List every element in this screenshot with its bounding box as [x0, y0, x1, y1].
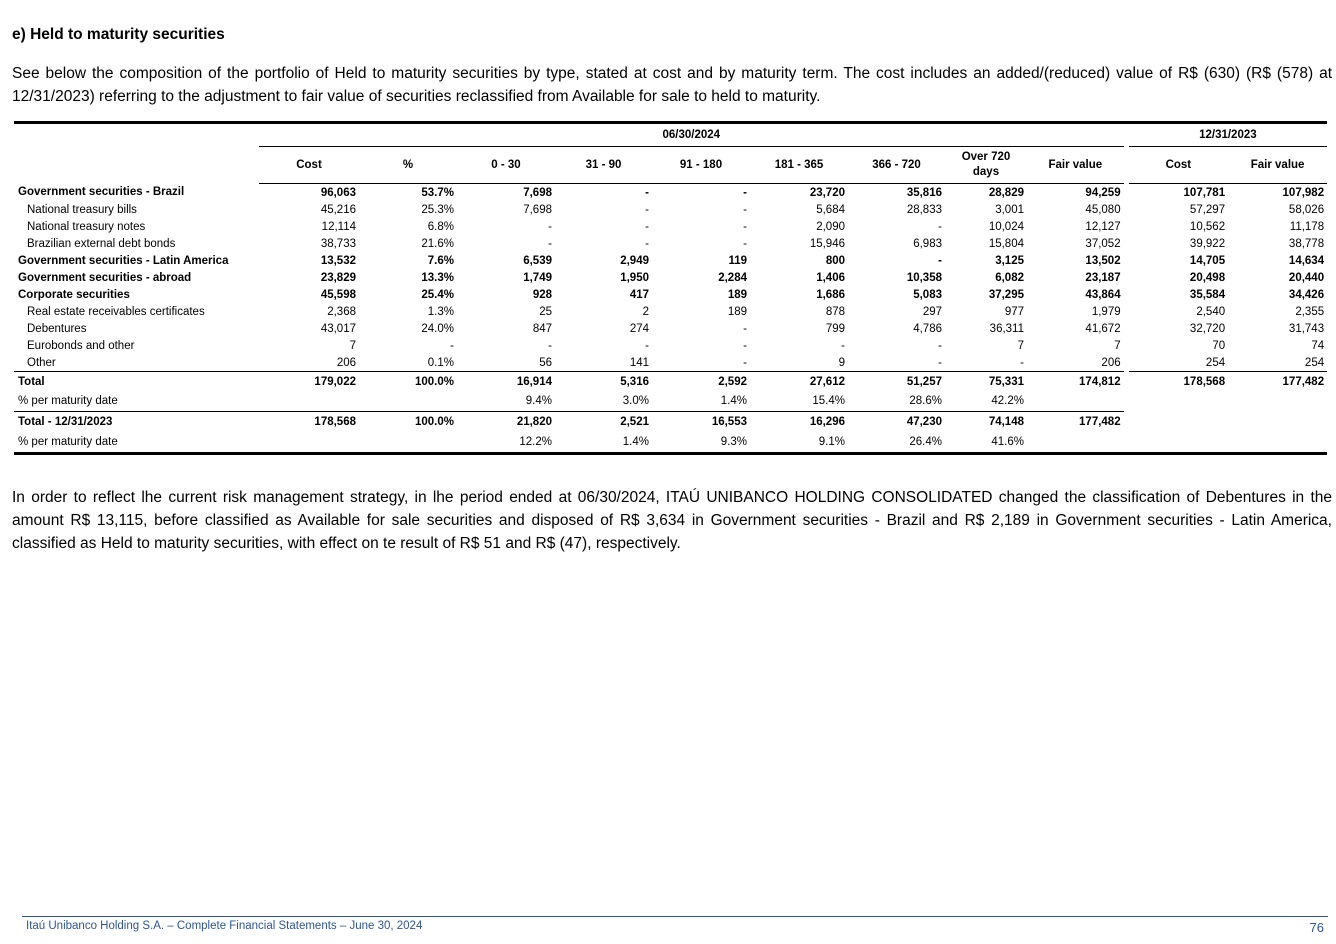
table-cell: -	[743, 220, 747, 233]
table-cell: 5,684	[816, 203, 845, 216]
table-cell: -	[450, 339, 454, 352]
row-label: Other	[27, 356, 56, 369]
table-cell: 2,949	[620, 254, 649, 267]
table-cell: 2,284	[718, 271, 747, 284]
table-cell: 7	[349, 339, 356, 352]
table-cell: 25.4%	[421, 288, 454, 301]
table-cell: 23,720	[809, 186, 845, 199]
table-cell: 57,297	[1126, 201, 1228, 218]
table-cell: 5,316	[555, 372, 652, 392]
table-body	[14, 184, 1327, 453]
table-cell: 179,022	[259, 372, 359, 392]
table-cell: 16,296	[809, 416, 845, 428]
col-91-180: 91 - 180	[652, 147, 750, 184]
row-label: Real estate receivables certificates	[27, 305, 205, 318]
table-cell: -	[743, 356, 747, 369]
table-cell: 74	[1311, 339, 1325, 352]
table-cell: 1.4%	[652, 391, 750, 412]
table-cell: 24.0%	[421, 322, 454, 335]
table-cell: 9.1%	[818, 436, 845, 448]
table-cell: 23,187	[1085, 271, 1121, 284]
table-cell: 11,178	[1289, 220, 1325, 233]
table-cell: 13,532	[320, 254, 356, 267]
table-cell: 12,127	[1085, 220, 1121, 233]
table-row	[14, 354, 1327, 372]
empty-cell	[1027, 391, 1126, 412]
table-cell: 4,786	[913, 322, 942, 335]
table-cell: -	[548, 237, 552, 250]
table-cell: 25.3%	[421, 203, 454, 216]
table-cell: 12,114	[321, 220, 356, 233]
table-cell: 107,781	[1126, 184, 1228, 202]
table-cell: 94,259	[1085, 186, 1121, 199]
table-cell: 174,812	[1027, 372, 1126, 392]
pct-maturity-previous-row	[14, 432, 1327, 452]
table-row	[14, 184, 1327, 202]
table-cell: 42.2%	[945, 391, 1027, 412]
table-cell: 5,083	[913, 288, 942, 301]
row-label: Total - 12/31/2023	[18, 416, 113, 428]
table-cell: 2,592	[652, 372, 750, 392]
footer-text: Itaú Unibanco Holding S.A. – Complete Financial Statements – June 30, 2024	[26, 920, 423, 932]
closing-paragraph: In order to reflect lhe current risk management strategy, in lhe period ended at 06/30/2024, ITAÚ UNIBANCO HOLDING CONSOLIDATED changed the classification of Debentures in the amount R$ 13,115, before classified as Available for sale securities and disposed of R$ 3,634 in Government securities - Brazil and R$ 2,189 in Government securities - Latin America, classified as Held to maturity securities, with effect on te result of R$ 51 and R$ (47), respectively.	[12, 489, 1332, 552]
table-cell: 38,778	[1288, 237, 1325, 250]
table-cell: 45,598	[320, 288, 356, 301]
table-cell: 178,568	[1126, 372, 1228, 392]
table-cell: 13,502	[1085, 254, 1121, 267]
table-cell: 35,816	[906, 186, 942, 199]
table-cell: 1,950	[620, 271, 649, 284]
table-cell: 297	[922, 305, 942, 318]
table-cell: -	[938, 356, 942, 369]
col-over-720-line2: days	[972, 166, 1000, 178]
table-cell: 43,017	[320, 322, 356, 335]
table-cell: -	[645, 220, 649, 233]
table-cell: 20,498	[1126, 269, 1228, 286]
table-cell: 2	[642, 305, 649, 318]
table-cell: 15,804	[988, 237, 1024, 250]
table-cell: 15.4%	[750, 391, 848, 412]
table-cell: -	[743, 322, 747, 335]
table-cell: 9.4%	[457, 391, 555, 412]
table-row	[14, 201, 1327, 218]
table-cell: -	[938, 254, 942, 267]
table-cell: -	[743, 186, 747, 199]
col-over-720-days	[945, 147, 1027, 184]
table-cell: 254	[1304, 356, 1325, 369]
table-cell: 21,820	[516, 416, 552, 428]
table-cell: 847	[532, 322, 552, 335]
table-cell: 45,216	[320, 203, 356, 216]
table-cell: 58,026	[1288, 203, 1325, 216]
table-cell: 37,052	[1085, 237, 1121, 250]
table-cell: 28,829	[988, 186, 1024, 199]
table-cell: 28,833	[906, 203, 942, 216]
table-row	[14, 303, 1327, 320]
table-cell: -	[645, 186, 649, 199]
table-cell: 25	[539, 305, 552, 318]
row-label: National treasury notes	[27, 220, 146, 233]
table-cell: 16,553	[711, 416, 747, 428]
table-cell: 6,983	[913, 237, 942, 250]
table-cell: 7,698	[523, 203, 552, 216]
table-cell: 31,743	[1288, 322, 1325, 335]
table-cell: -	[938, 339, 942, 352]
table-cell: 1.4%	[622, 436, 649, 448]
table-cell: 21.6%	[421, 237, 454, 250]
pct-maturity-row	[14, 391, 1327, 412]
period-header-row	[14, 124, 1327, 147]
column-header-row	[14, 147, 1327, 184]
row-label: Total	[14, 372, 259, 392]
table-cell: 23,829	[320, 271, 356, 284]
table-cell: 2,521	[620, 416, 649, 428]
table-cell: 7	[1114, 339, 1121, 352]
table-cell: 51,257	[848, 372, 945, 392]
table-cell: 10,562	[1126, 218, 1228, 235]
table-cell: 2,368	[327, 305, 356, 318]
empty-cell	[359, 391, 457, 412]
table-cell: 800	[825, 254, 845, 267]
table-cell: 141	[629, 356, 649, 369]
table-row	[14, 235, 1327, 252]
table-cell: 119	[728, 254, 747, 267]
table-cell: 47,230	[906, 416, 942, 428]
table-cell: -	[645, 339, 649, 352]
table-cell: 2,355	[1295, 305, 1325, 318]
table-cell: 16,914	[457, 372, 555, 392]
row-label: National treasury bills	[27, 203, 137, 216]
col-cost: Cost	[259, 147, 359, 184]
table-cell: 32,720	[1126, 320, 1228, 337]
table-cell: 26.4%	[909, 436, 942, 448]
col-cost-prev: Cost	[1126, 147, 1228, 184]
row-label: Brazilian external debt bonds	[27, 237, 176, 250]
table-cell: 96,063	[320, 186, 356, 199]
table-cell: 9	[838, 356, 845, 369]
col-over-720-line1: Over 720	[961, 151, 1011, 163]
footer-divider	[22, 916, 1328, 917]
row-label: Government securities - abroad	[18, 271, 192, 284]
table-cell: 41,672	[1085, 322, 1121, 335]
period-current-header: 06/30/2024	[259, 124, 1126, 147]
table-cell: 28.6%	[848, 391, 945, 412]
table-cell: 977	[1004, 305, 1024, 318]
table-cell: 928	[532, 288, 552, 301]
row-label: Debentures	[27, 322, 87, 335]
table-cell: -	[743, 339, 747, 352]
table-cell: 41.6%	[991, 436, 1024, 448]
table-cell: 45,080	[1085, 203, 1121, 216]
table-cell: 1,979	[1091, 305, 1121, 318]
table-cell: 36,311	[989, 322, 1024, 335]
table-cell: 14,705	[1126, 252, 1228, 269]
table-cell: 10,024	[988, 220, 1024, 233]
table-cell: -	[645, 237, 649, 250]
table-cell: 9.3%	[720, 436, 747, 448]
period-previous-header: 12/31/2023	[1126, 124, 1327, 147]
table-cell: 12.2%	[519, 436, 552, 448]
section-heading: e) Held to maturity securities	[12, 26, 225, 43]
table-cell: 189	[727, 305, 747, 318]
table-cell: 417	[629, 288, 649, 301]
table-cell: -	[548, 339, 552, 352]
empty-cell	[259, 432, 359, 452]
table-cell: -	[743, 237, 747, 250]
table-cell: 7	[1017, 339, 1024, 352]
table-cell: 43,864	[1085, 288, 1121, 301]
col-181-365: 181 - 365	[750, 147, 848, 184]
table-cell: 1.3%	[427, 305, 454, 318]
table-cell: -	[548, 220, 552, 233]
table-cell: 799	[825, 322, 845, 335]
securities-table-container	[14, 121, 1327, 455]
table-cell: 3,125	[995, 254, 1024, 267]
row-label: % per maturity date	[14, 391, 259, 412]
table-cell: 35,584	[1126, 286, 1228, 303]
table-cell: -	[938, 220, 942, 233]
table-cell: 1,406	[816, 271, 845, 284]
col-fair-value: Fair value	[1027, 147, 1126, 184]
col-366-720: 366 - 720	[848, 147, 945, 184]
table-cell: 3,001	[995, 203, 1024, 216]
table-cell: 1,686	[816, 288, 845, 301]
table-cell: -	[645, 203, 649, 216]
table-cell: -	[1020, 356, 1024, 369]
table-cell: 6,082	[995, 271, 1024, 284]
table-cell: -	[743, 203, 747, 216]
row-label: Government securities - Latin America	[18, 254, 229, 267]
col-0-30: 0 - 30	[457, 147, 555, 184]
table-cell: 13.3%	[421, 271, 454, 284]
empty-cell	[259, 391, 359, 412]
table-cell: 3.0%	[555, 391, 652, 412]
table-cell: 7,698	[523, 186, 552, 199]
table-cell: 1,749	[523, 271, 552, 284]
table-cell: 75,331	[945, 372, 1027, 392]
table-cell: 6.8%	[427, 220, 454, 233]
table-cell: 34,426	[1288, 288, 1325, 301]
table-cell: 27,612	[750, 372, 848, 392]
table-row	[14, 269, 1327, 286]
table-cell: 254	[1126, 354, 1228, 372]
empty-cell	[1228, 432, 1327, 452]
table-cell: 177,482	[1079, 416, 1121, 428]
table-cell: 6,539	[523, 254, 552, 267]
table-row	[14, 337, 1327, 354]
held-to-maturity-table	[14, 124, 1327, 452]
empty-cell	[1126, 391, 1228, 412]
table-cell: -	[841, 339, 845, 352]
intro-paragraph: See below the composition of the portfolio of Held to maturity securities by type, stated at cost and by maturity term. The cost includes an added/(reduced) value of R$ (630) (R$ (578) at 12/31/2023) referring to the adjustment to fair value of securities reclassified from Available for sale to held to maturity.	[12, 65, 1332, 105]
table-cell: 2,540	[1126, 303, 1228, 320]
table-cell: 177,482	[1228, 372, 1327, 392]
table-cell: 10,358	[906, 271, 942, 284]
table-cell: 2,090	[816, 220, 845, 233]
table-row	[14, 286, 1327, 303]
col-fair-value-prev: Fair value	[1228, 147, 1327, 184]
table-cell: 0.1%	[427, 356, 454, 369]
table-cell: 38,733	[320, 237, 356, 250]
table-cell: 74,148	[988, 416, 1024, 428]
row-label: % per maturity date	[18, 436, 118, 448]
row-label: Corporate securities	[18, 288, 130, 301]
empty-cell	[359, 432, 457, 452]
table-cell: 178,568	[314, 416, 356, 428]
table-cell: 878	[825, 305, 845, 318]
total-row	[14, 372, 1327, 392]
table-row	[14, 252, 1327, 269]
table-cell: 107,982	[1282, 186, 1325, 199]
empty-cell	[1228, 412, 1327, 433]
table-row	[14, 218, 1327, 235]
table-cell: 53.7%	[421, 186, 454, 199]
col-percent: %	[359, 147, 457, 184]
empty-cell	[1228, 391, 1327, 412]
table-cell: 189	[727, 288, 747, 301]
table-cell: 14,634	[1288, 254, 1325, 267]
table-cell: 20,440	[1288, 271, 1325, 284]
table-cell: 56	[539, 356, 552, 369]
table-cell: 206	[336, 356, 356, 369]
table-row	[14, 320, 1327, 337]
table-cell: 100.0%	[414, 416, 454, 428]
total-previous-row	[14, 412, 1327, 433]
table-cell: 7.6%	[427, 254, 454, 267]
empty-cell	[1027, 432, 1126, 452]
table-cell: 274	[629, 322, 649, 335]
empty-cell	[1126, 412, 1228, 433]
row-label: Government securities - Brazil	[18, 186, 185, 199]
table-cell: 100.0%	[359, 372, 457, 392]
table-cell: 15,946	[809, 237, 845, 250]
table-cell: 70	[1126, 337, 1228, 354]
table-cell: 206	[1101, 356, 1121, 369]
col-31-90: 31 - 90	[555, 147, 652, 184]
empty-cell	[1126, 432, 1228, 452]
table-cell: 37,295	[988, 288, 1024, 301]
table-cell: 39,922	[1126, 235, 1228, 252]
page-number: 76	[1309, 920, 1324, 935]
row-label: Eurobonds and other	[27, 339, 135, 352]
